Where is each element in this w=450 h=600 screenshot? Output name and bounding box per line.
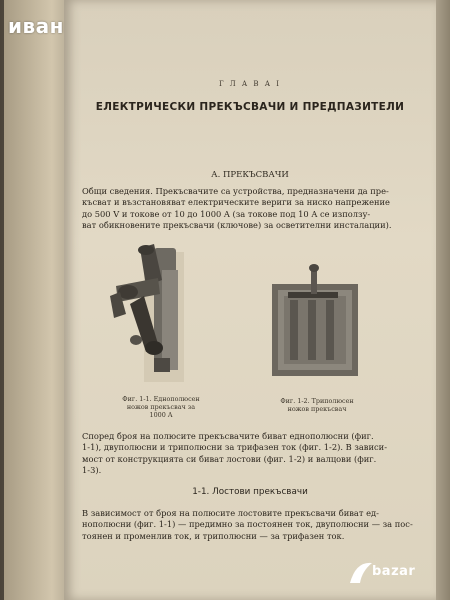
chapter-title: ЕЛЕКТРИЧЕСКИ ПРЕКЪСВАЧИ И ПРЕДПАЗИТЕЛИ: [95, 101, 405, 113]
text-line: ват обикновените прекъсвачи (ключове) за осветителни инсталации).: [82, 220, 392, 231]
text-line: нополюсни (фиг. 1-1) — предимно за постоянен ток, двуполюсни — за пос-: [82, 519, 413, 530]
caption-line: 1000 A: [149, 411, 173, 419]
logo-text: bazar: [372, 564, 416, 579]
previous-page-edge: [4, 0, 65, 600]
subsection-title: 1-1. Лостови прекъсвачи: [192, 487, 308, 497]
logo-swoosh-icon: [350, 563, 372, 583]
text-line: тоянен и променлив ток, и триполюсни — за трифазен ток.: [82, 530, 345, 541]
figure-2-caption: [262, 397, 372, 413]
text-line: мост от конструкцията си биват лостови (фиг. 1-2) и валцови (фиг.: [82, 453, 377, 464]
knife-switch-illustration-1: [96, 240, 196, 390]
section-title: А. ПРЕКЪСВАЧИ: [211, 170, 289, 180]
text-line: късват и възстановяват електрическите вериги за ниско напрежение: [82, 197, 390, 208]
intro-paragraph: [82, 186, 420, 232]
poles-paragraph: [82, 431, 420, 477]
knife-switch-illustration-2: [270, 262, 360, 380]
caption-line: Фиг. 1-2. Триполюсен: [280, 397, 354, 405]
figure-1-caption: [96, 395, 226, 419]
caption-line: ножов прекъсвач: [287, 405, 347, 413]
text-line: 1-3).: [82, 465, 102, 476]
text-line: до 500 V и токове от 10 до 1000 A (за токове под 10 A се използу-: [82, 208, 371, 219]
text-line: Според броя на полюсите прекъсвачите биват еднополюсни (фиг.: [82, 431, 374, 441]
caption-line: Фиг. 1-1. Еднополюсен: [122, 395, 200, 403]
chapter-label: Г Л А В А I: [218, 80, 282, 88]
text-line: 1-1), двуполюсни и триполюсни за трифазен ток (фиг. 1-2). В зависи-: [82, 442, 387, 453]
caption-line: ножов прекъсвач за: [126, 403, 196, 411]
lever-switch-paragraph: [82, 508, 420, 542]
text-line: Общи сведения. Прекъсвачите са устройства, предназначени да пре-: [82, 186, 389, 196]
watermark-username: иван: [8, 14, 64, 38]
text-line: В зависимост от броя на полюсите лостовите прекъсвачи биват ед-: [82, 508, 379, 518]
